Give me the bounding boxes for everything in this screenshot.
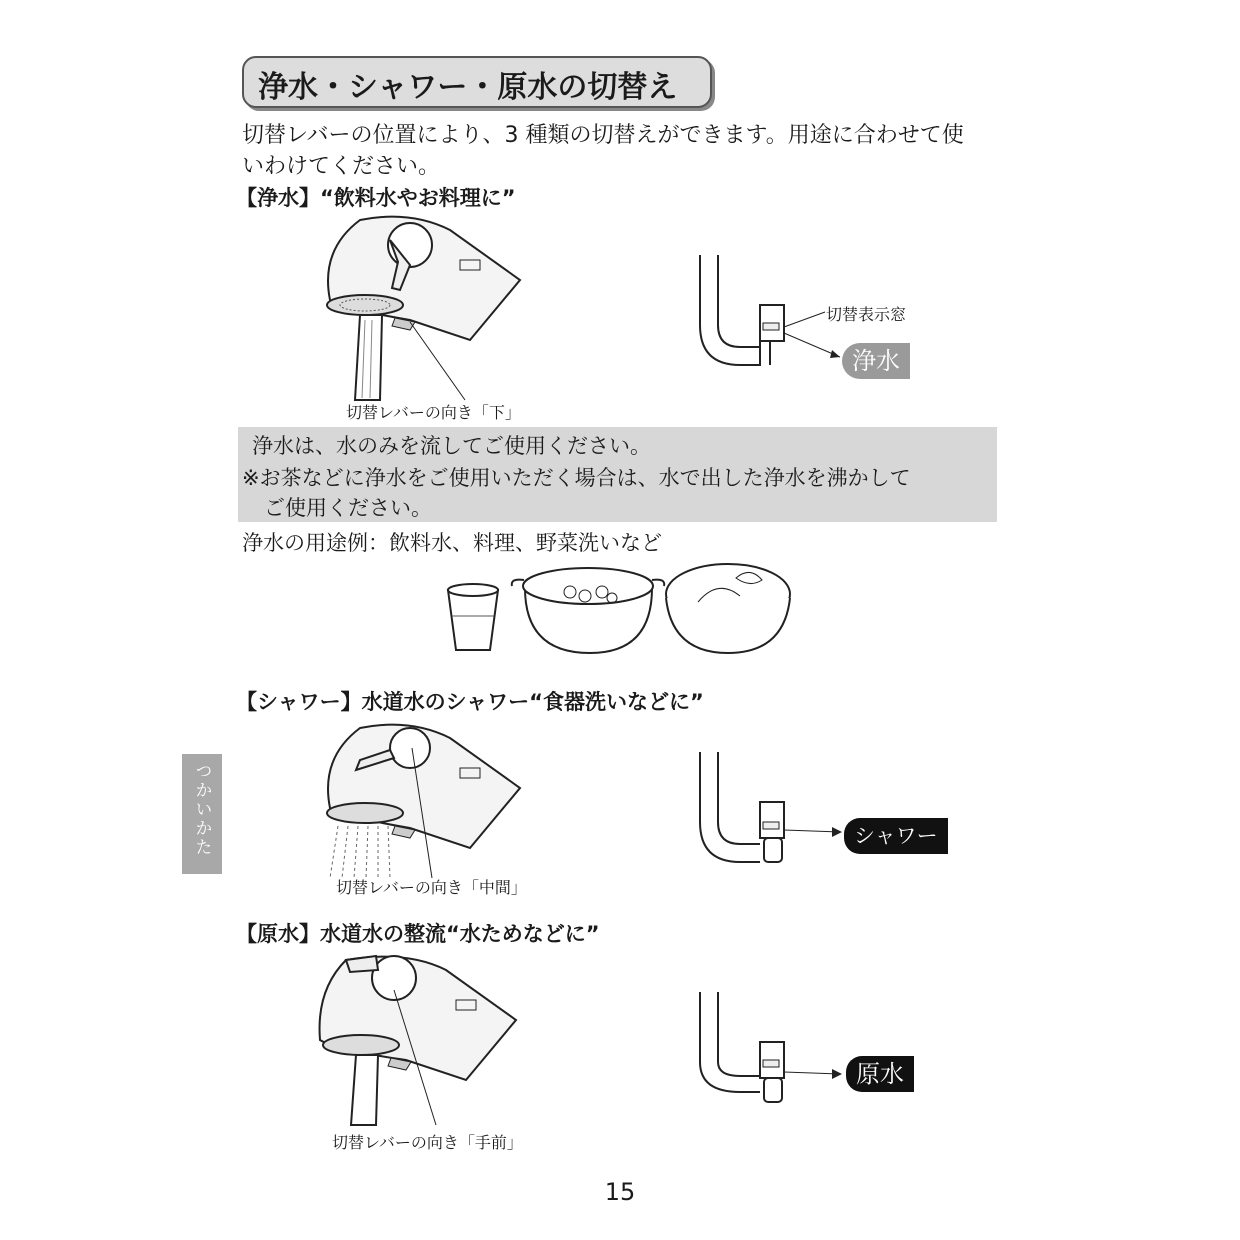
raw-mode-badge <box>846 1056 914 1092</box>
faucet-lever-down-illustration <box>320 210 540 410</box>
switch-window-diagram-purified <box>690 255 810 375</box>
raw-lever-caption: 切替レバーの向き「手前」 <box>332 1133 523 1152</box>
shower-lever-caption: 切替レバーの向き「中間」 <box>336 878 527 897</box>
pot-icon <box>512 568 665 653</box>
usage-examples: 浄水の用途例：飲料水、料理、野菜洗いなど <box>242 531 662 555</box>
bowl-icon <box>666 564 790 653</box>
raw-badge-text: 原水 <box>846 1056 914 1092</box>
side-tab <box>182 754 222 874</box>
shower-heading: 【シャワー】水道水のシャワー“食器洗いなどに” <box>236 690 704 714</box>
side-tab-label: つかいかた <box>191 762 212 857</box>
purified-mode-badge <box>842 343 910 379</box>
intro-line-1: 切替レバーの位置により、3 種類の切替えができます。用途に合わせて使 <box>242 123 964 148</box>
faucet-lever-front-illustration <box>316 950 536 1130</box>
faucet-lever-middle-illustration <box>320 718 540 888</box>
glass-icon <box>448 584 498 650</box>
switch-window-label: 切替表示窓 <box>826 305 907 324</box>
purified-heading: 【浄水】“飲料水やお料理に” <box>236 186 516 210</box>
raw-heading: 【原水】水道水の整流“水ためなどに” <box>236 922 600 946</box>
note-line-2: ※お茶などに浄水をご使用いただく場合は、水で出した浄水を沸かして <box>242 466 911 490</box>
note-line-1: 浄水は、水のみを流してご使用ください。 <box>252 434 651 458</box>
page-number: 15 <box>604 1178 636 1206</box>
shower-mode-badge <box>844 818 948 854</box>
purified-badge-text: 浄水 <box>842 343 910 379</box>
switch-window-diagram-shower <box>690 752 810 872</box>
usage-illustrations <box>440 558 800 658</box>
intro-text <box>242 120 1022 182</box>
purified-lever-caption: 切替レバーの向き「下」 <box>346 403 521 422</box>
intro-line-2: いわけてください。 <box>242 154 441 179</box>
section-title: 浄水・シャワー・原水の切替え <box>258 70 678 105</box>
note-line-3: ご使用ください。 <box>264 496 432 520</box>
switch-window-diagram-raw <box>690 992 810 1112</box>
shower-badge-text: シャワー <box>844 818 948 854</box>
